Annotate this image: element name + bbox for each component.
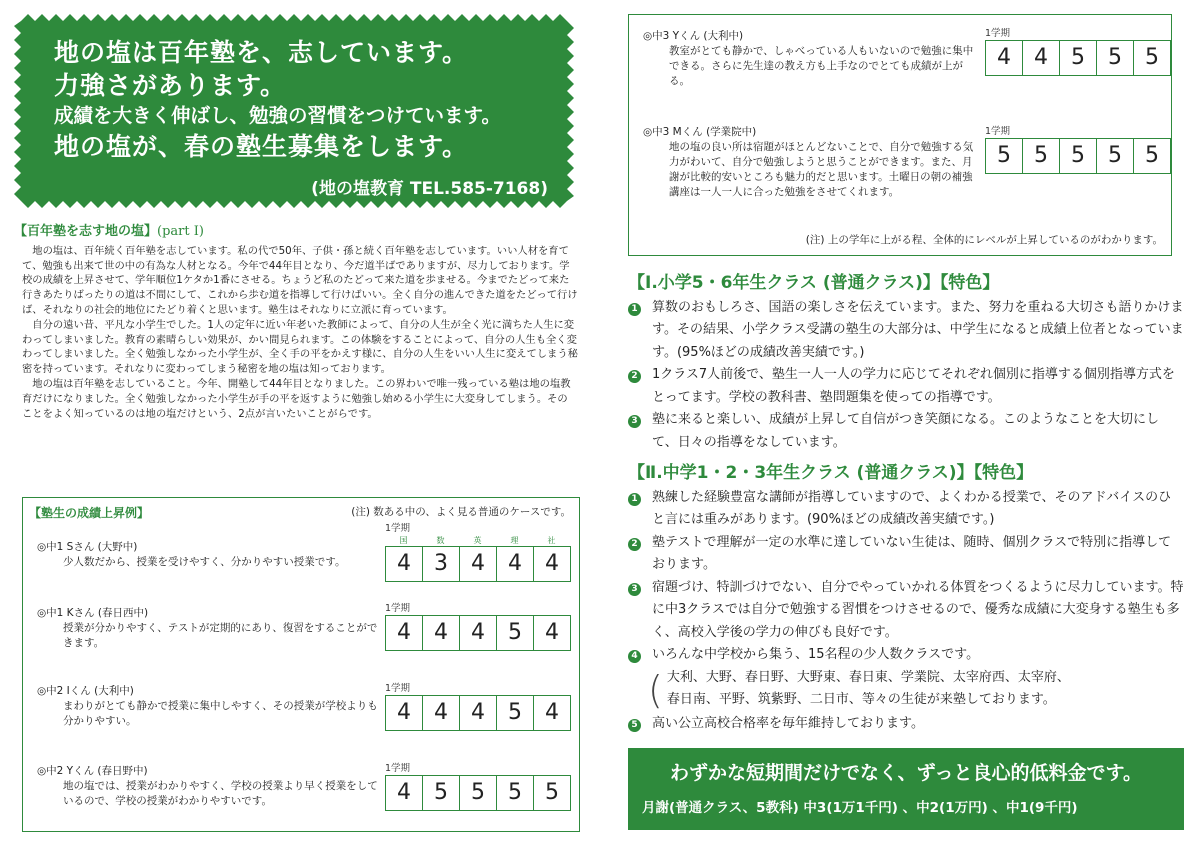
feature-text: 塾テストで理解が一定の水準に達していない生徒は、随時、個別クラスで特別に指導しております。 — [652, 534, 1172, 572]
score-table — [385, 760, 571, 811]
term-label: 1学期 — [985, 28, 1011, 39]
essay-title-main: 【百年塾を志す地の塩】 — [14, 224, 158, 239]
number-badge: 2 — [628, 370, 641, 383]
term-label: 1学期 — [385, 523, 411, 534]
feature-item — [628, 532, 1184, 577]
score-cell: 5 — [1097, 41, 1134, 75]
score-cell: 4 — [460, 547, 497, 581]
student-comment: 少人数だから、授業を受けやすく、分かりやすい授業です。 — [63, 556, 346, 568]
banner-line-3: 成績を大きく伸ばし、勉強の習慣をつけています。 — [54, 104, 501, 127]
term-label: 1学期 — [385, 763, 411, 774]
results-box-right — [628, 14, 1172, 256]
score-cell: 5 — [545, 780, 559, 805]
subject-header: 社 — [547, 536, 556, 545]
score-cell: 4 — [986, 41, 1023, 75]
score-cell: 5 — [497, 696, 534, 730]
banner-line-1: 地の塩は百年塾を、志しています。 — [54, 38, 469, 67]
banner-tel: (地の塩教育 TEL.585-7168) — [311, 179, 548, 199]
score-cell: 3 — [423, 547, 460, 581]
number-badge: 3 — [628, 415, 641, 428]
feature-item — [628, 577, 1184, 645]
essay-paragraph-1: 地の塩は、百年続く百年塾を志しています。私の代で50年、子供・孫と続く百年塾を志しています。いい人材を育てて、勉強も出来て世の中の有為な人材となる。今年で44年目となり、今だ道半ばでありますが、尽力しております。学校の成績を上昇させて、学年順位1ケタか1番にさせる。ちょうど私のたどって来た道を歩ませる。今までたどって来た行きあたりばったりの道は不間にして、これから歩む道を指導して行けばいい。全く自分の進んできた道をたどって行けば、それなりの社会的地位にたどり着くと思います。塾生はそれなりに立派に育っています。 — [22, 244, 578, 316]
subject-header: 国 — [399, 536, 408, 545]
score-cell: 4 — [460, 616, 497, 650]
score-cell: 4 — [545, 551, 559, 576]
score-table — [385, 600, 571, 651]
score-cell: 4 — [545, 700, 559, 725]
score-cell: 5 — [1097, 139, 1134, 173]
number-badge: 1 — [628, 303, 641, 316]
score-grid — [385, 695, 571, 731]
feature-text: いろんな中学校から集う、15名程の少人数クラスです。 — [652, 647, 980, 662]
number-badge: 4 — [628, 650, 641, 663]
student-entry — [37, 606, 383, 651]
score-cell: 4 — [386, 776, 423, 810]
score-grid — [385, 775, 571, 811]
results-note: (注) 数ある中の、よく見る普通のケースです。 — [351, 506, 571, 518]
class-junior-high-section — [628, 462, 1184, 735]
score-cell: 4 — [497, 547, 534, 581]
price-band — [628, 748, 1184, 830]
feature-text: 高い公立高校合格率を毎年維持しております。 — [652, 715, 924, 731]
feature-text: 熟練した経験豊富な講師が指導していますので、よくわかる授業で、そのアドバイスのひと言には重みがあります。(90%ほどの成績改善実績です。) — [652, 489, 1172, 527]
school-list-line: 春日南、平野、筑紫野、二日市、等々の生徒が来塾しております。 — [666, 692, 1056, 707]
score-cell: 5 — [1060, 139, 1097, 173]
score-cell: 5 — [1060, 41, 1097, 75]
student-comment: まわりがとても静かで授業に集中しやすく、その授業が学校よりも分かりやすい。 — [63, 700, 378, 727]
score-cell: 5 — [1023, 139, 1060, 173]
score-cell: 5 — [1145, 143, 1159, 168]
score-grid — [385, 615, 571, 651]
student-name: ◎中3 Mくん (学業院中) — [643, 126, 757, 138]
subject-header: 英 — [473, 536, 482, 545]
school-list — [648, 667, 1184, 713]
score-cell: 4 — [460, 696, 497, 730]
student-name: ◎中3 Yくん (大利中) — [643, 30, 744, 42]
class-elementary-section — [628, 272, 1184, 454]
subject-header: 理 — [510, 536, 519, 545]
score-cell: 4 — [386, 616, 423, 650]
score-cell: 5 — [497, 776, 534, 810]
feature-text: 1クラス7人前後で、塾生一人一人の学力に応じてそれぞれ個別に指導する個別指導方式をとってます。学校の教科書、塾問題集を使っての指導です。 — [652, 367, 1175, 405]
subject-header: 数 — [436, 536, 445, 545]
open-paren: ( — [648, 667, 663, 712]
feature-text: 塾に来ると楽しい、成績が上昇して自信がつき笑顔になる。このようなことを大切にして、日々の指導をなしています。 — [652, 412, 1160, 450]
score-cell: 5 — [1145, 45, 1159, 70]
score-cell: 4 — [545, 620, 559, 645]
student-name: ◎中2 Iくん (大利中) — [37, 685, 134, 697]
results-box — [22, 497, 580, 832]
essay-title — [14, 225, 578, 240]
class-elementary-title: 【Ⅰ.小学5・6年生クラス (普通クラス)】【特色】 — [628, 273, 1000, 293]
subject-headers — [385, 535, 571, 546]
student-comment: 地の塩の良い所は宿題がほとんどないことで、自分で勉強する気力がわいて、自分で勉強しようと思うことができます。また、月謝が比較的安いところも魅力的だと思います。土曜日の朝の補強講座は一人一人に合った勉強をさせてくれます。 — [669, 141, 974, 198]
score-cell: 4 — [423, 616, 460, 650]
number-badge: 1 — [628, 493, 641, 506]
term-label: 1学期 — [985, 126, 1011, 137]
score-cell: 5 — [986, 139, 1023, 173]
feature-item — [628, 487, 1184, 532]
headline-banner — [14, 14, 574, 208]
student-comment: 地の塩では、授業がわかりやすく、学校の授業より早く授業をしているので、学校の授業がわかりやすいです。 — [63, 780, 378, 807]
class-junior-high-title: 【Ⅱ.中学1・2・3年生クラス (普通クラス)】【特色】 — [628, 463, 1034, 483]
student-entry — [643, 125, 979, 200]
student-entry — [37, 540, 383, 570]
student-entry — [37, 684, 383, 729]
essay-paragraph-2: 自分の遠い昔、平凡な小学生でした。1人の定年に近い年老いた教師によって、自分の人生が全く光に満ちた人生に変わってしまいました。教育の素晴らしい効果が、かい間見られます。この体験をすることによって、自分の人生も全く変わってしまいました。全く勉強しなかった小学生が、全く手の平をかえす様に、自分の人生をいい人生に変えてしまう秘密を持っています。それなりに変わってしまう秘密を地の塩は知っております。 — [22, 318, 578, 376]
results-note-right: (注) 上の学年に上がる程、全体的にレベルが上昇しているのがわかります。 — [805, 234, 1163, 246]
school-list-line: 大利、大野、春日野、大野東、春日東、学業院、太宰府西、太宰府、 — [666, 669, 1070, 685]
score-table — [385, 520, 571, 582]
school-list-text — [667, 667, 1070, 713]
feature-item — [628, 713, 1184, 736]
score-table — [985, 123, 1171, 174]
feature-item — [628, 297, 1184, 365]
banner-line-4: 地の塩が、春の塾生募集をします。 — [54, 132, 469, 161]
score-cell: 5 — [423, 776, 460, 810]
feature-text: 算数のおもしろさ、国語の楽しさを伝えています。また、努力を重ねる大切さも語りかけます。その結果、小学クラス受講の塾生の大部分は、中学生になると成績上位者となっています。(95%ほどの成績改善実績です。) — [652, 299, 1184, 360]
price-slogan: わずかな短期間だけでなく、ずっと良心的低料金です。 — [670, 762, 1142, 784]
monthly-fee: 月謝(普通クラス、5教科) 中3(1万1千円) 、中2(1万円) 、中1(9千円) — [642, 800, 1078, 816]
score-grid — [985, 138, 1171, 174]
student-name: ◎中2 Yくん (春日野中) — [37, 765, 148, 777]
score-grid — [985, 40, 1171, 76]
student-entry — [37, 764, 383, 809]
results-title: 【塾生の成績上昇例】 — [29, 506, 150, 520]
student-comment: 教室がとても静かで、しゃべっている人もいないので勉強に集中できる。さらに先生達の教え方も上手なのでとても成績が上がる。 — [669, 45, 974, 87]
essay-section — [14, 224, 578, 421]
feature-item — [628, 644, 1184, 667]
feature-item — [628, 364, 1184, 409]
number-badge: 3 — [628, 583, 641, 596]
feature-text: 宿題づけ、特訓づけでない、自分でやっていかれる体質をつくるように尽力しています。特に中3クラスでは自分で勉強する習慣をつけさせるので、優秀な成績に大変身する塾生も多く、高校入学後の学力の伸びも良好です。 — [652, 579, 1184, 640]
student-comment: 授業が分かりやすく、テストが定期的にあり、復習をすることができます。 — [63, 622, 378, 649]
essay-paragraph-3: 地の塩は百年塾を志していること。今年、開塾して44年目となりました。この界わいで唯一残っている塾は地の塩教育だけになりました。全く勉強しなかった小学生が手の平を返すように勉強し始める小学生に大変身してしまう。そのことをよく知っているのは地の塩だけという、2点が言いたいことがらです。 — [22, 377, 571, 420]
score-cell: 4 — [1023, 41, 1060, 75]
score-cell: 5 — [497, 616, 534, 650]
student-name: ◎中1 Sさん (大野中) — [37, 541, 138, 553]
student-name: ◎中1 Kさん (春日西中) — [37, 607, 149, 619]
score-table — [985, 25, 1171, 76]
score-table — [385, 680, 571, 731]
score-cell: 5 — [460, 776, 497, 810]
score-cell: 4 — [386, 696, 423, 730]
student-entry — [643, 29, 979, 89]
number-badge: 5 — [628, 719, 641, 732]
number-badge: 2 — [628, 538, 641, 551]
banner-line-2: 力強さがあります。 — [54, 71, 287, 100]
score-grid — [385, 546, 571, 582]
feature-item — [628, 409, 1184, 454]
term-label: 1学期 — [385, 603, 411, 614]
term-label: 1学期 — [385, 683, 411, 694]
essay-part: (part I) — [157, 224, 204, 239]
score-cell: 4 — [423, 696, 460, 730]
banner-text — [54, 36, 501, 163]
score-cell: 4 — [386, 547, 423, 581]
